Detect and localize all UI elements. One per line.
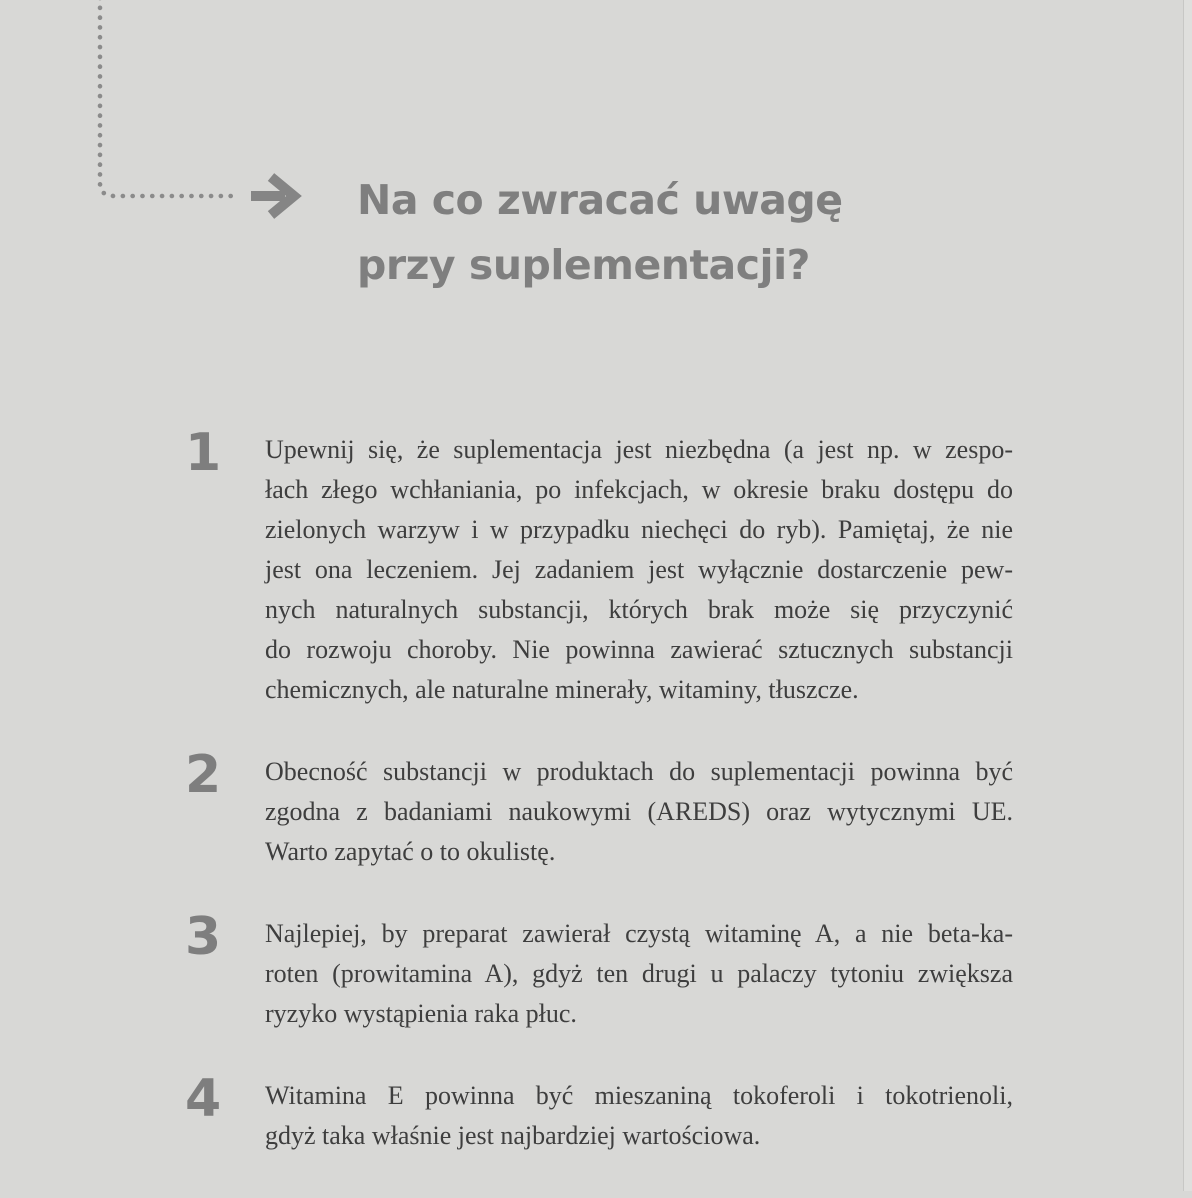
item-text (265, 1076, 1013, 1156)
text-line: Najlepiej, by preparat zawierał czystą witaminę A, a nie beta-ka- (265, 919, 1013, 948)
page-title-line1: Na co zwracać uwagę (357, 176, 843, 224)
text-line: nych naturalnych substancji, których brak może się przyczynić (265, 595, 1013, 624)
text-line: Witamina E powinna być mieszaniną tokoferoli i tokotrienoli, (265, 1081, 1013, 1110)
item-text (265, 914, 1013, 1034)
text-line: zgodna z badaniami naukowymi (AREDS) oraz wytycznymi UE. (265, 797, 1013, 826)
text-line: chemicznych, ale naturalne minerały, witaminy, tłuszcze. (265, 675, 859, 704)
item-number: 4 (185, 1069, 221, 1129)
dotted-connector-arrow (0, 0, 330, 240)
page-title-line2: przy suplementacji? (357, 241, 810, 289)
text-line: Upewnij się, że suplementacja jest niezbędna (a jest np. w zespo- (265, 435, 1013, 464)
text-line: zielonych warzyw i w przypadku niechęci do ryb). Pamiętaj, że nie (265, 515, 1013, 544)
text-line: Warto zapytać o to okulistę. (265, 837, 556, 866)
text-line: jest ona leczeniem. Jej zadaniem jest wyłącznie dostarczenie pew- (265, 555, 1013, 584)
right-arrow-icon (251, 177, 294, 215)
text-line: ryzyko wystąpienia raka płuc. (265, 999, 577, 1028)
text-line: gdyż taka właśnie jest najbardziej wartościowa. (265, 1121, 761, 1150)
item-number: 2 (185, 745, 221, 805)
text-line: łach złego wchłaniania, po infekcjach, w okresie braku dostępu do (265, 475, 1013, 504)
dotted-elbow-line (100, 0, 240, 196)
item-text (265, 752, 1013, 872)
list-item (185, 423, 1013, 710)
list-item (185, 1069, 1013, 1156)
page-edge (1183, 0, 1192, 1191)
list-item (185, 745, 1013, 872)
text-line: roten (prowitamina A), gdyż ten drugi u palaczy tytoniu zwiększa (265, 959, 1013, 988)
list-item (185, 907, 1013, 1034)
page-title (357, 168, 843, 298)
item-number: 3 (185, 907, 221, 967)
items-list (185, 423, 1013, 1198)
text-line: do rozwoju choroby. Nie powinna zawierać sztucznych substancji (265, 635, 1013, 664)
item-number: 1 (185, 423, 221, 483)
item-text (265, 430, 1013, 710)
text-line: Obecność substancji w produktach do suplementacji powinna być (265, 757, 1013, 786)
